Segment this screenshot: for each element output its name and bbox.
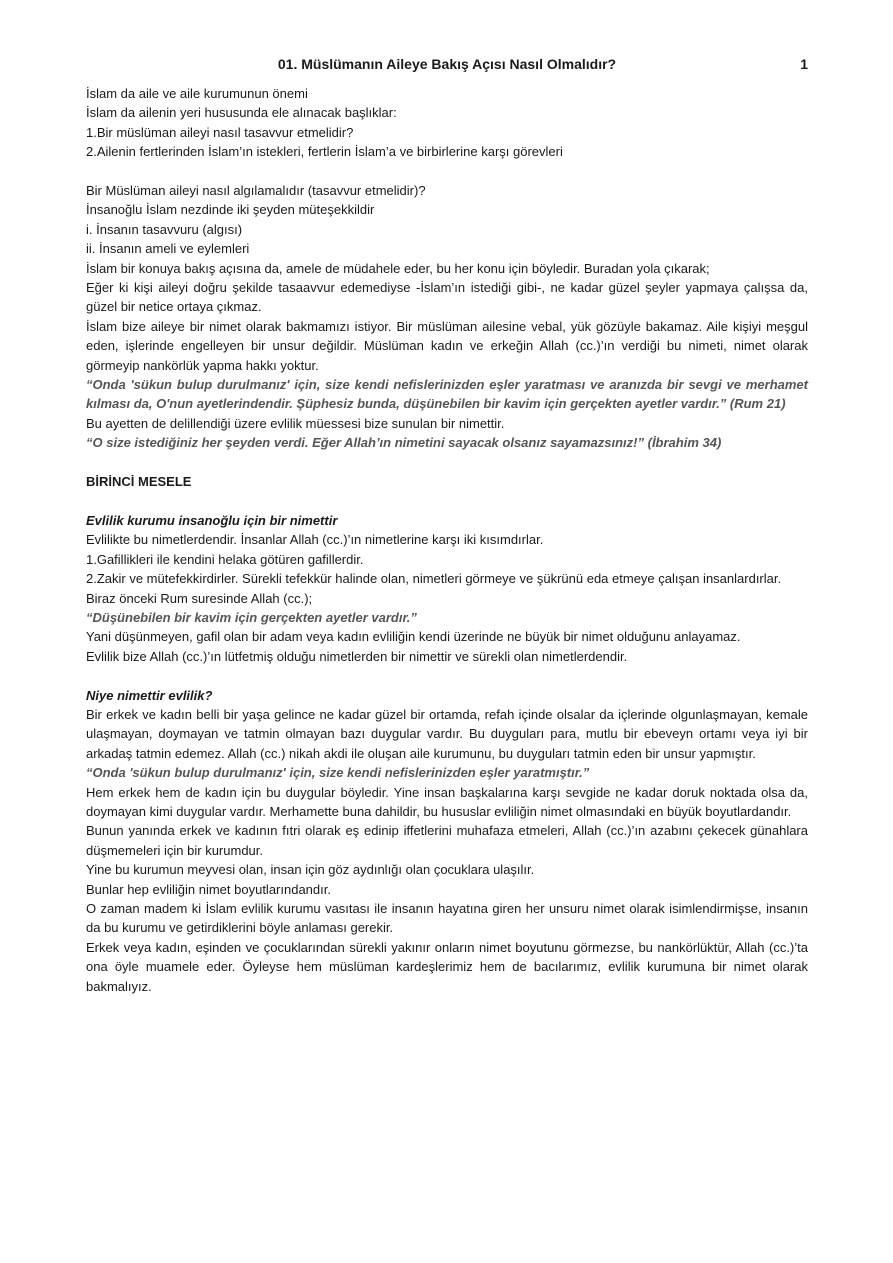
paragraph: Bunun yanında erkek ve kadının fıtri olarak eş edinip iffetlerini muhafaza etmeleri, Allah (cc.)’ın azabını çekecek günahlara düşmemeleri için bir kurumdur. [86,823,808,858]
page-header [86,55,808,73]
paragraph: Yine bu kurumun meyvesi olan, insan için göz aydınlığı olan çocuklara ulaşılır. [86,862,535,878]
quote-paragraph: “O size istediğiniz her şeyden verdi. Eğer Allah’ın nimetini sayacak olsanız sayamazsınız!” (İbrahim 34) [86,435,722,451]
section-heading: BİRİNCİ MESELE [86,474,192,490]
paragraph: i. İnsanın tasavvuru (algısı) [86,221,243,237]
paragraph: Eğer ki kişi aileyi doğru şekilde tasaavvur edemediyse -İslam’ın istediği gibi-, ne kadar güzel şeyler yapmaya çalışsa da, güzel bir netice ortaya çıkmaz. [86,280,808,315]
subsection-heading: Evlilik kurumu insanoğlu için bir nimettir [86,512,338,528]
paragraph: Biraz önceki Rum suresinde Allah (cc.); [86,590,313,606]
paragraph: Evlilik bize Allah (cc.)’ın lütfetmiş olduğu nimetlerden bir nimettir ve sürekli olan nimetlerdendir. [86,648,628,664]
paragraph: Bir Müslüman aileyi nasıl algılamalıdır (tasavvur etmelidir)? [86,183,426,199]
paragraph: Bir erkek ve kadın belli bir yaşa gelince ne kadar güzel bir ortamda, refah içinde olsalar da içlerinde olgunlaşmayan, kemale ulaşmayan, doymayan ve tatmin olmayan bazı duygular vardır. Bu duyguları para, mutlu bir ebeveyn ortamı veya iyi bir arkadaş tatmin edemez. Allah (cc.) nikah akdi ile oluşan aile kurumunu, bu duyguları tatmin eden bir unsur yapmıştır. [86,706,808,761]
paragraph: İslam da aile ve aile kurumunun önemi [86,86,308,101]
paragraph: İslam bir konuya bakış açısına da, amele de müdahele eder, bu her konu için böyledir. Buradan yola çıkarak; [86,260,710,276]
blank-line [86,162,808,181]
paragraph: Yani düşünmeyen, gafil olan bir adam veya kadın evliliğin kendi üzerinde ne büyük bir nimet olduğunu anlayamaz. [86,629,741,645]
paragraph: 2.Ailenin fertlerinden İslam’ın istekleri, fertlerin İslam’a ve birbirlerine karşı görevleri [86,144,563,160]
subsection-heading: Niye nimettir evlilik? [86,687,213,703]
paragraph: ii. İnsanın ameli ve eylemleri [86,241,250,257]
paragraph: İslam bize aileye bir nimet olarak bakmamızı istiyor. Bir müslüman ailesine vebal, yük gözüyle bakamaz. Aile kişiyi meşgul eden, işlerinde engelleyen bir unsur değildir. Müslüman kadın ve erkeğin Allah (cc.)’ın verdiği bu nimeti, nimet olarak görmeyip nankörlük yapma hakkı yoktur. [86,318,808,373]
document-body [86,84,808,996]
paragraph: İnsanoğlu İslam nezdinde iki şeyden müteşekkildir [86,202,375,218]
paragraph: 1.Gafillikleri ile kendini helaka götüren gafillerdir. [86,551,364,567]
quote-paragraph: “Onda 'sükun bulup durulmanız' için, size kendi nefislerinizden eşler yaratması ve aranızda bir sevgi ve merhamet kılması da, O'nun ayetlerindendir. Şüphesiz bunda, düşünebilen bir kavim için gerçekten ayetler vardır.” (Rum 21) [86,377,808,412]
quote-paragraph: “Düşünebilen bir kavim için gerçekten ayetler vardır.” [86,609,417,625]
blank-line [86,453,808,472]
paragraph: 1.Bir müslüman aileyi nasıl tasavvur etmelidir? [86,124,354,140]
page-title: 01. Müslümanın Aileye Bakış Açısı Nasıl Olmalıdır? [277,56,617,72]
paragraph: O zaman madem ki İslam evlilik kurumu vasıtası ile insanın hayatına giren her unsuru nimet olarak isimlendirmişse, insanın da bu kurumu ve getirdiklerini böyle anlaması gerekir. [86,901,808,936]
blank-line [86,492,808,511]
paragraph: İslam da ailenin yeri hususunda ele alınacak başlıklar: [86,105,397,121]
paragraph: Bunlar hep evliliğin nimet boyutlarındandır. [86,881,331,897]
paragraph: 2.Zakir ve mütefekkirdirler. Sürekli tefekkür halinde olan, nimetleri görmeye ve şükrünü eda etmeye çalışan insanlardırlar. [86,571,782,587]
paragraph: Hem erkek hem de kadın için bu duygular böyledir. Yine insan başkalarına karşı sevgide ne kadar doruk noktada olsa da, doymayan kimi duygular vardır. Merhamette buna dahildir, bu hususlar evliliğin nimet olmasındaki en büyük boyutlardandır. [86,784,808,819]
paragraph: Erkek veya kadın, eşinden ve çocuklarından sürekli yakınır onların nimet boyutunu görmezse, bu nankörlüktür, Allah (cc.)’ta ona öyle muamele eder. Öyleyse hem müslüman kardeşlerimiz hem de bacılarımız, evlilik kurumuna bir nimet olarak bakmalıyız. [86,939,808,994]
quote-paragraph: “Onda 'sükun bulup durulmanız' için, size kendi nefislerinizden eşler yaratmıştır.” [86,765,590,781]
page-number: 1 [800,56,808,72]
paragraph: Evlilikte bu nimetlerdendir. İnsanlar Allah (cc.)’ın nimetlerine karşı iki kısımdırlar. [86,532,544,548]
paragraph: Bu ayetten de delillendiği üzere evlilik müessesi bize sunulan bir nimettir. [86,415,505,431]
blank-line [86,666,808,685]
